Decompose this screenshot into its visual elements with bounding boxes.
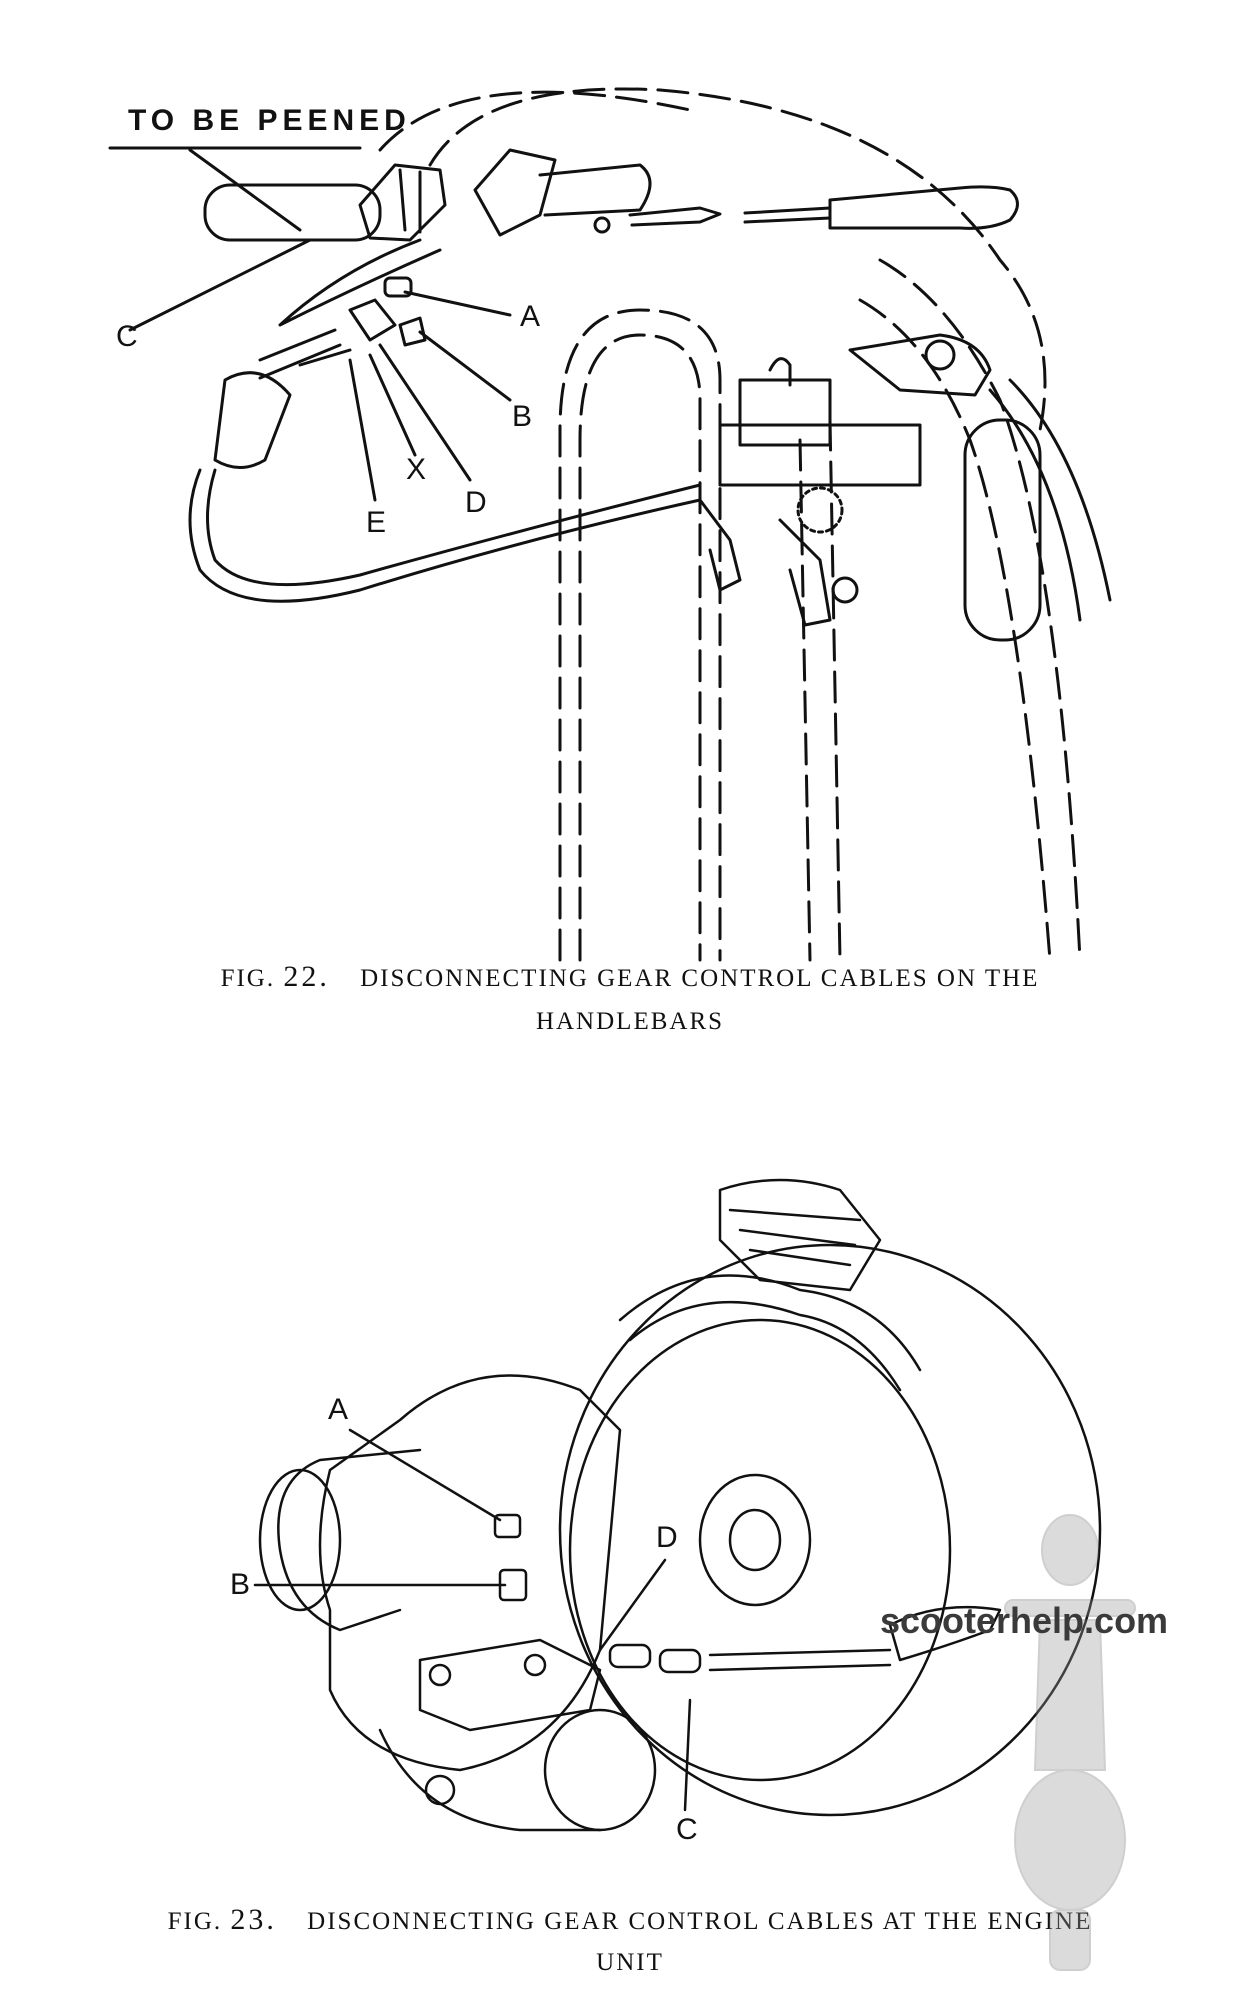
label-a23: A	[328, 1393, 349, 1426]
leader-c	[130, 240, 310, 330]
label-c23: C	[676, 1813, 698, 1846]
label-x: X	[406, 453, 427, 486]
cable-boot	[215, 373, 290, 468]
right-cables	[990, 380, 1110, 620]
watermark-scooter-logo	[985, 1510, 1155, 1980]
steering-column	[880, 260, 1080, 960]
leader-x	[370, 355, 415, 455]
gear-lever	[280, 240, 440, 325]
label-d23: D	[656, 1521, 678, 1554]
adjuster-2	[660, 1650, 700, 1672]
figure22-caption-text: DISCONNECTING GEAR CONTROL CABLES ON THE	[360, 965, 1040, 992]
cable-clamp	[475, 150, 555, 235]
label-d: D	[465, 486, 487, 519]
screwdriver-handle	[830, 187, 1018, 228]
right-grip	[965, 420, 1040, 640]
label-c: C	[116, 320, 138, 353]
cylinder-head	[720, 1180, 880, 1290]
label-b: B	[512, 400, 533, 433]
headset-outline	[430, 89, 1045, 433]
figure22-number: 22.	[283, 960, 330, 993]
lower-hub	[545, 1710, 655, 1830]
leader-b	[420, 332, 510, 400]
figure22-caption	[100, 960, 1160, 1036]
peened-note: TO BE PEENED	[128, 104, 411, 137]
handlebar-diagram	[0, 0, 1260, 980]
cable-sleeve-2	[780, 520, 830, 625]
bracket	[720, 425, 920, 485]
cable-pair	[710, 1650, 890, 1670]
watermark-text: scooterhelp.com	[880, 1600, 1169, 1641]
label-e: E	[366, 506, 387, 539]
figure23-caption-text: DISCONNECTING GEAR CONTROL CABLES AT THE ENGINE	[307, 1908, 1093, 1935]
dashed-circle	[798, 488, 842, 532]
figure22-caption-line2: HANDLEBARS	[535, 1008, 725, 1035]
leader-d23	[600, 1560, 665, 1650]
figure23-prefix: FIG.	[167, 1908, 223, 1935]
right-lever	[850, 335, 990, 395]
left-grip	[205, 185, 380, 240]
part-junction	[350, 300, 395, 340]
leader-c23	[685, 1700, 690, 1810]
handlebar-screw	[595, 218, 609, 232]
figure23-caption-line2: UNIT	[596, 1949, 664, 1976]
leader-a	[405, 292, 510, 315]
adjuster-1	[610, 1645, 650, 1667]
figure23-number: 23.	[230, 1903, 277, 1936]
leader-e	[350, 360, 375, 500]
label-a: A	[520, 300, 541, 333]
cable-eye	[833, 578, 857, 602]
frame-outer	[560, 310, 720, 960]
gear-cable	[190, 470, 700, 601]
label-b23: B	[230, 1568, 251, 1601]
screwdriver-shaft	[745, 208, 830, 222]
figure22-prefix: FIG.	[220, 965, 276, 992]
axle	[278, 1450, 420, 1630]
screwdriver-tip	[630, 208, 720, 225]
handlebar-tube	[540, 165, 650, 215]
switch-box	[740, 380, 830, 445]
flywheel-hub	[700, 1475, 810, 1605]
cable-fittings	[260, 330, 350, 378]
figure22-caption-line1	[100, 960, 1160, 994]
leader-a23	[350, 1430, 500, 1520]
top-cables	[620, 1275, 920, 1390]
